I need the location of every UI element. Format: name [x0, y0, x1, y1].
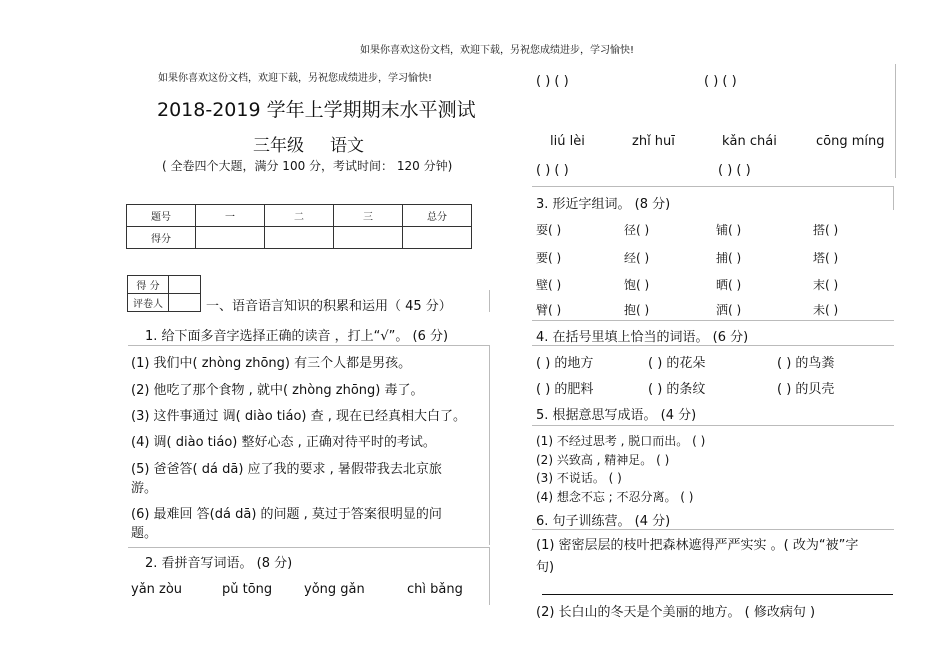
q3-cell: 未( ) [813, 303, 839, 317]
q5-item: (3) 不说话。 ( ) [536, 471, 622, 485]
q2-title: 2. 看拼音写词语。 (8 分) [145, 556, 293, 571]
q1-item: (5) 爸爸答( dá dā) 应了我的要求 , 暑假带我去北京旅 [131, 462, 442, 477]
q1-item: (6) 最难回 答(dá dā) 的问题 , 莫过于答案很明显的问 [131, 507, 442, 522]
q3-cell: 抱( ) [624, 303, 650, 317]
q2-pinyin: chì bǎng [407, 582, 463, 597]
q3-cell: 末( ) [813, 278, 839, 292]
score-header-cell: 题号 [127, 205, 196, 227]
pinyin-word: kǎn chái [722, 134, 777, 149]
left-header-text: 如果你喜欢这份文档，欢迎下载，另祝您成绩进步，学习愉快! [158, 73, 433, 84]
q3-cell: 要( ) [536, 251, 562, 265]
pinyin-word: zhǐ huī [632, 134, 675, 149]
score-table-row [127, 227, 472, 249]
q3-cell: 径( ) [624, 223, 650, 237]
exam-note: ( 全卷四个大题，满分 100 分，考试时间： 120 分钟) [162, 159, 453, 173]
grader-score-cell[interactable] [169, 276, 201, 294]
score-table-header-row [127, 205, 472, 227]
q3-cell: 搭( ) [813, 223, 839, 237]
q3-cell: 经( ) [624, 251, 650, 265]
q4-cell: ( ) 的贝壳 [777, 382, 835, 397]
answer-parens: ( ) ( ) [536, 74, 569, 89]
grader-name-label: 评卷人 [128, 294, 169, 312]
q3-cell: 晒( ) [716, 278, 742, 292]
q4-cell: ( ) 的花朵 [648, 356, 706, 371]
pinyin-word: liú lèi [550, 134, 585, 149]
answer-parens: ( ) ( ) [704, 74, 737, 89]
score-cell[interactable] [334, 227, 403, 249]
score-header-cell: 总分 [403, 205, 472, 227]
q6-title: 6. 句子训练营。 (4 分) [536, 514, 671, 529]
q5-item: (1) 不经过思考 , 脱口而出。 ( ) [536, 434, 706, 448]
section1-title: 一、语音语言知识的积累和运用（ 45 分） [206, 299, 452, 314]
q4-cell: ( ) 的条纹 [648, 382, 706, 397]
q1-item: (4) 调( diào tiáo) 整好心态 , 正确对待平时的考试。 [131, 435, 436, 450]
score-header-cell: 一 [196, 205, 265, 227]
page-header-text: 如果你喜欢这份文档，欢迎下载，另祝您成绩进步，学习愉快! [360, 45, 635, 56]
q3-title: 3. 形近字组词。 (8 分) [536, 197, 671, 212]
q4-cell: ( ) 的鸟粪 [777, 356, 835, 371]
q6-item: (2) 长白山的冬天是个美丽的地方。 ( 修改病句 ) [536, 605, 816, 620]
answer-parens: ( ) ( ) [536, 163, 569, 178]
score-cell[interactable] [403, 227, 472, 249]
q3-cell: 壁( ) [536, 278, 562, 292]
grader-score-label: 得 分 [128, 276, 169, 294]
grader-box [127, 275, 201, 312]
q1-item: 题。 [131, 526, 158, 541]
grader-name-cell[interactable] [169, 294, 201, 312]
q1-item: (3) 这件事通过 调( diào tiáo) 查 , 现在已经真相大白了。 [131, 409, 467, 424]
q4-title: 4. 在括号里填上恰当的词语。 (6 分) [536, 330, 749, 345]
q6-item: 句) [536, 560, 555, 575]
q5-title: 5. 根据意思写成语。 (4 分) [536, 408, 697, 423]
score-header-cell: 二 [265, 205, 334, 227]
pinyin-word: cōng míng [816, 134, 885, 149]
q3-cell: 捕( ) [716, 251, 742, 265]
q6-item: (1) 密密层层的枝叶把森林遮得严严实实 。( 改为“被”字 [536, 538, 859, 553]
q2-pinyin: yǎn zòu [131, 582, 183, 597]
answer-line[interactable] [542, 594, 893, 595]
q3-cell: 铺( ) [716, 223, 742, 237]
answer-parens: ( ) ( ) [718, 163, 751, 178]
grade-label: 三年级 [253, 136, 304, 156]
q2-pinyin: yǒng gǎn [304, 582, 365, 597]
q1-title: 1. 给下面多音字选择正确的读音 ，打上“√”。 (6 分) [145, 329, 449, 344]
score-cell[interactable] [265, 227, 334, 249]
score-cell[interactable] [196, 227, 265, 249]
q1-item: 游。 [131, 481, 158, 496]
q3-cell: 臂( ) [536, 303, 562, 317]
q5-item: (2) 兴致高 , 精神足。 ( ) [536, 453, 670, 467]
q1-item: (2) 他吃了那个食物 , 就中( zhòng zhōng) 毒了。 [131, 383, 424, 398]
q3-cell: 洒( ) [716, 303, 742, 317]
q3-cell: 耍( ) [536, 223, 562, 237]
q3-cell: 塔( ) [813, 251, 839, 265]
q3-cell: 饱( ) [624, 278, 650, 292]
score-table [126, 204, 472, 249]
exam-title: 2018-2019 学年上学期期末水平测试 [157, 99, 476, 121]
q1-item: (1) 我们中( zhòng zhōng) 有三个人都是男孩。 [131, 356, 412, 371]
q5-item: (4) 想念不忘 ; 不忍分离。 ( ) [536, 490, 694, 504]
subject-label: 语文 [330, 136, 364, 156]
q4-cell: ( ) 的地方 [536, 356, 594, 371]
score-row-label: 得分 [127, 227, 196, 249]
q4-cell: ( ) 的肥料 [536, 382, 594, 397]
score-header-cell: 三 [334, 205, 403, 227]
q2-pinyin: pǔ tōng [222, 582, 273, 597]
